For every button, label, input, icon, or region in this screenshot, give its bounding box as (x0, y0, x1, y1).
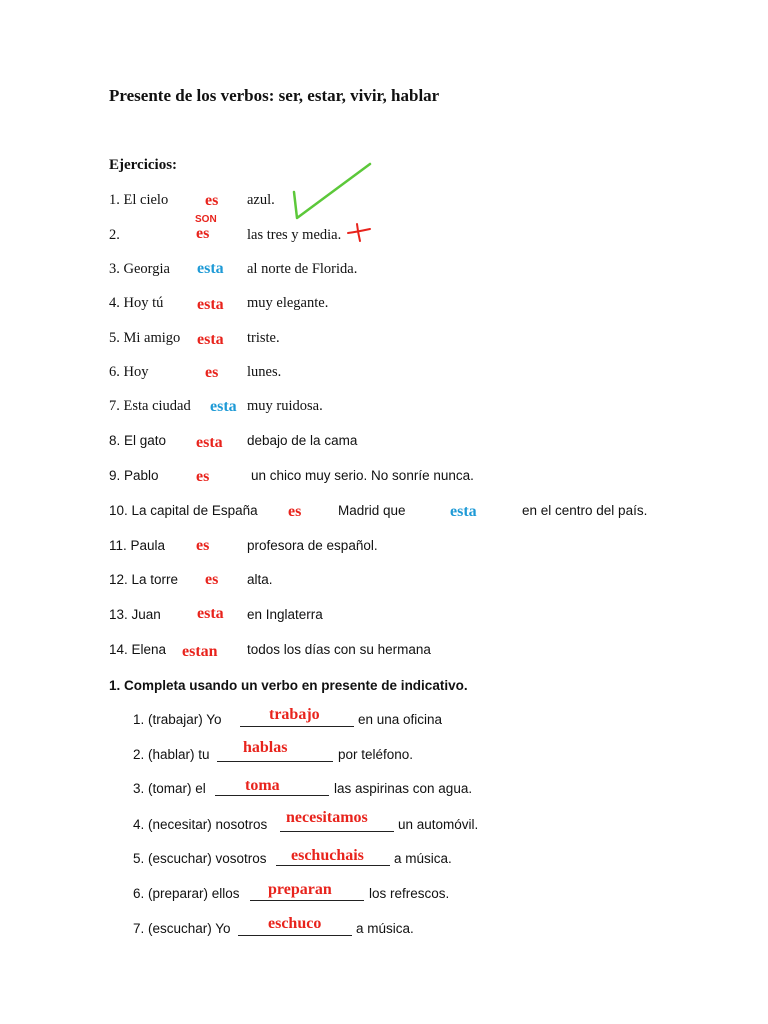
exercise-10-answer2: esta (450, 503, 477, 520)
exercise-11-answer: es (196, 537, 210, 554)
exercise-6-prefix: 6. Hoy (109, 364, 149, 380)
completion-5-rest: a música. (394, 851, 452, 866)
exercise-7-rest: muy ruidosa. (247, 398, 323, 414)
completion-6-prefix: 6. (preparar) ellos (133, 886, 240, 901)
exercise-3-prefix: 3. Georgia (109, 261, 170, 277)
checkmark-icon (290, 160, 374, 224)
exercise-13-answer: esta (197, 605, 224, 622)
exercise-10-rest: en el centro del país. (522, 503, 648, 518)
completion-1-answer: trabajo (269, 706, 320, 723)
exercise-2-rest: las tres y media. (247, 227, 342, 243)
exercise-3-answer: esta (197, 260, 224, 277)
completion-3-prefix: 3. (tomar) el (133, 781, 206, 796)
exercise-10-answer: es (288, 503, 302, 520)
exercise-6-answer: es (205, 364, 219, 381)
completion-7-rest: a música. (356, 921, 414, 936)
exercise-12-prefix: 12. La torre (109, 572, 179, 587)
completion-5-prefix: 5. (escuchar) vosotros (133, 851, 267, 866)
exercise-2-correction: SON (195, 214, 217, 225)
exercise-4-rest: muy elegante. (247, 295, 329, 311)
exercise-1-rest: azul. (247, 192, 275, 208)
completion-7-answer: eschuco (268, 915, 322, 932)
completion-1-prefix: 1. (trabajar) Yo (133, 712, 222, 727)
exercise-9-prefix: 9. Pablo (109, 468, 159, 483)
completion-2-rest: por teléfono. (338, 747, 414, 762)
exercise-5-answer: esta (197, 331, 224, 348)
exercise-7-answer: esta (210, 398, 237, 415)
completion-2-prefix: 2. (hablar) tu (133, 747, 210, 762)
exercise-10-prefix: 10. La capital de España (109, 503, 258, 518)
exercise-11-rest: profesora de español. (247, 538, 378, 553)
exercise-1-prefix: 1. El cielo (109, 192, 169, 208)
page-title: Presente de los verbos: ser, estar, vivir, hablar (109, 86, 440, 105)
exercise-4-answer: esta (197, 296, 224, 313)
completion-3-rest: las aspirinas con agua. (334, 781, 473, 796)
exercise-9-answer: es (196, 468, 210, 485)
exercise-2-answer: es (196, 225, 210, 242)
exercise-8-prefix: 8. El gato (109, 433, 167, 448)
exercise-14-rest: todos los días con su hermana (247, 642, 431, 657)
exercise-5-rest: triste. (247, 330, 280, 346)
exercise-13-prefix: 13. Juan (109, 607, 161, 622)
exercise-2-prefix: 2. (109, 227, 120, 243)
completion-7-prefix: 7. (escuchar) Yo (133, 921, 231, 936)
ejercicios-heading: Ejercicios: (109, 157, 178, 173)
completion-2-answer: hablas (243, 739, 288, 756)
exercise-13-rest: en Inglaterra (247, 607, 323, 622)
exercise-12-rest: alta. (247, 572, 273, 587)
exercise-14-prefix: 14. Elena (109, 642, 167, 657)
exercise-5-prefix: 5. Mi amigo (109, 330, 181, 346)
completion-6-answer: preparan (268, 881, 332, 898)
exercise-8-answer: esta (196, 434, 223, 451)
exercise-6-rest: lunes. (247, 364, 282, 380)
exercise-10-middle: Madrid que (338, 503, 406, 518)
cross-mark-icon (346, 221, 372, 243)
exercise-8-rest: debajo de la cama (247, 433, 358, 448)
exercise-14-answer: estan (182, 643, 218, 660)
completion-6-rest: los refrescos. (369, 886, 450, 901)
exercise-3-rest: al norte de Florida. (247, 261, 358, 277)
exercise-4-prefix: 4. Hoy tú (109, 295, 164, 311)
exercise-1-answer: es (205, 192, 219, 209)
completion-4-prefix: 4. (necesitar) nosotros (133, 817, 268, 832)
exercise-9-rest: un chico muy serio. No sonríe nunca. (251, 468, 474, 483)
exercise-7-prefix: 7. Esta ciudad (109, 398, 191, 414)
completa-heading: 1. Completa usando un verbo en presente de indicativo. (109, 678, 468, 693)
completion-3-answer: toma (245, 777, 280, 794)
completion-1-rest: en una oficina (358, 712, 443, 727)
completion-4-answer: necesitamos (286, 809, 368, 826)
completion-5-answer: eschuchais (291, 847, 364, 864)
exercise-12-answer: es (205, 571, 219, 588)
completion-4-rest: un automóvil. (398, 817, 479, 832)
exercise-11-prefix: 11. Paula (109, 538, 166, 553)
